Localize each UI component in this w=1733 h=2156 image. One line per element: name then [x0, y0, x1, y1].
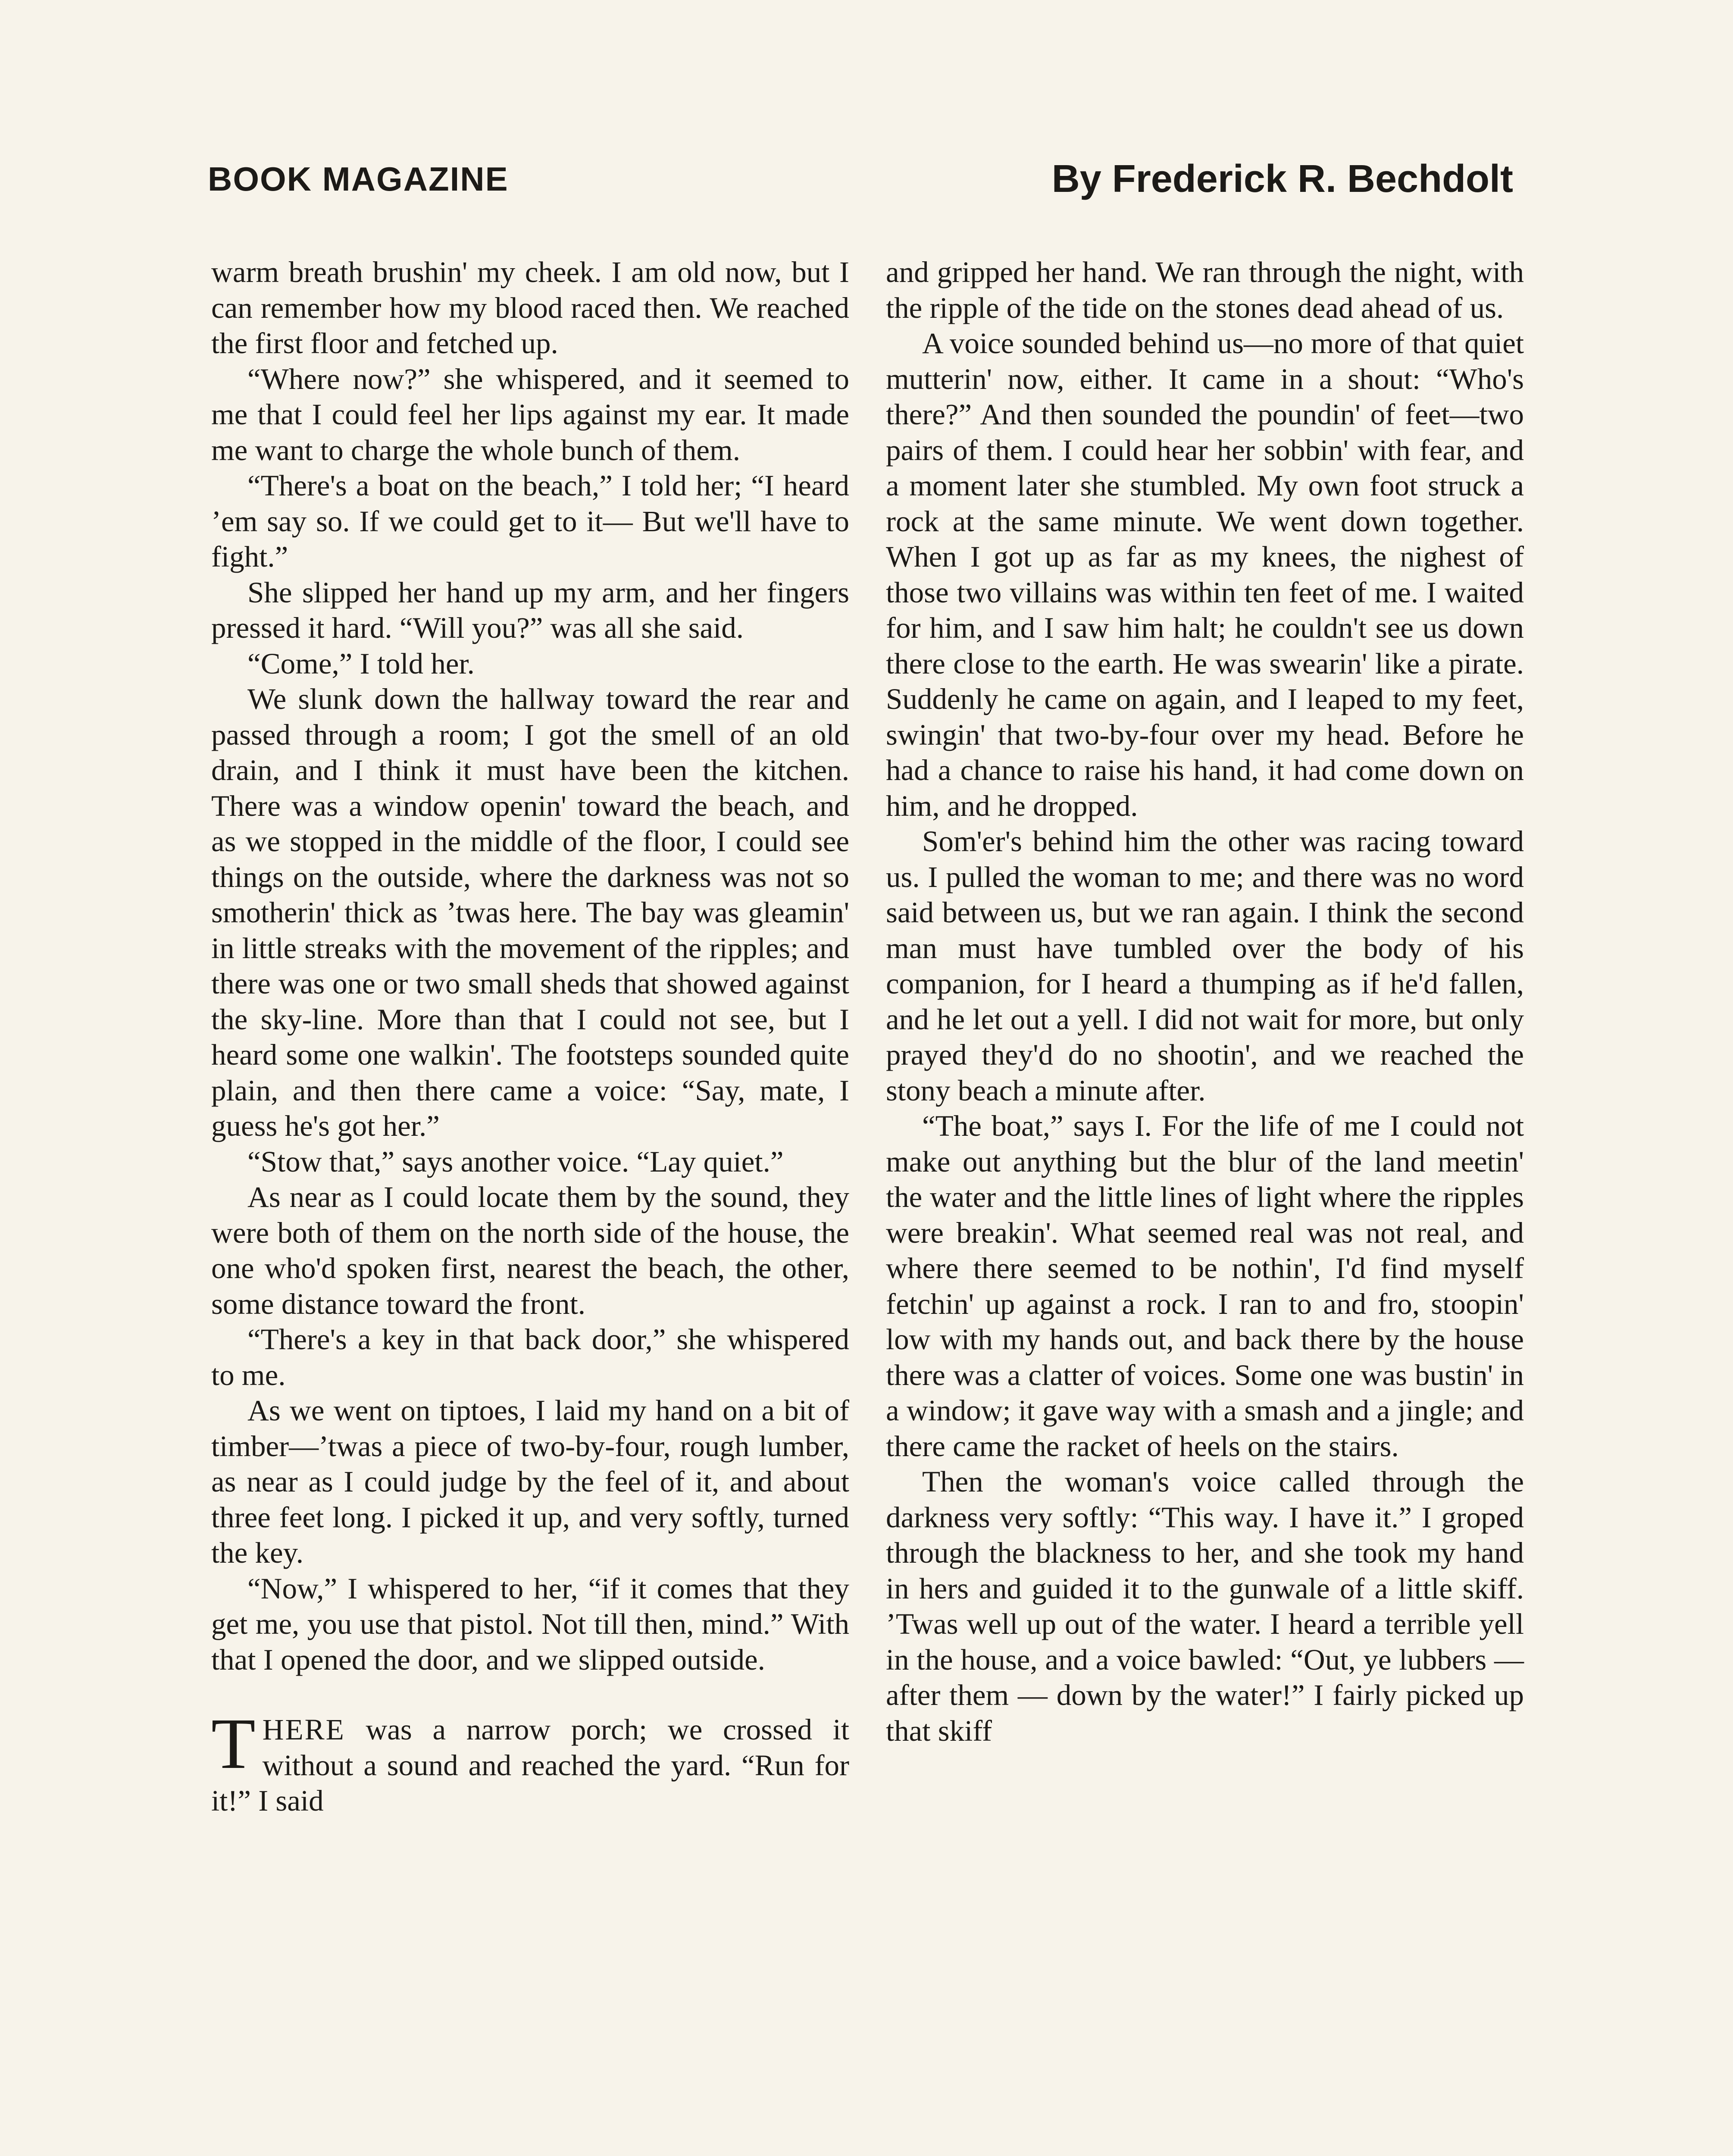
paragraph: As near as I could locate them by the sound, they were both of them on the north side of the house, the one who'd spoken first, nearest the beach, the other, some distance toward the front.: [211, 1181, 849, 1320]
paragraph: “Now,” I whispered to her, “if it comes that they get me, you use that pistol. Not till then, mind.” With that I opened the door, and we slipped outside.: [211, 1572, 849, 1676]
right-column: [886, 254, 1524, 1749]
paragraph: “There's a key in that back door,” she whispered to me.: [211, 1323, 849, 1391]
left-column: [211, 254, 849, 1819]
paragraph: Som'er's behind him the other was racing toward us. I pulled the woman to me; and there was no word said between us, but we ran again. I think the second man must have tumbled over the body of his companion, for I heard a thumping as if he'd fallen, and he let out a yell. I did not wait for more, but only prayed they'd do no shootin', and we reached the stony beach a minute after.: [886, 825, 1524, 1107]
paragraph: “Come,” I told her.: [247, 647, 475, 680]
paragraph: and gripped her hand. We ran through the night, with the ripple of the tide on the stones dead ahead of us.: [886, 256, 1524, 324]
paragraph: As we went on tiptoes, I laid my hand on a bit of timber—’twas a piece of two-by-four, rough lumber, as near as I could judge by the feel of it, and about three feet long. I picked it up, and very softly, turned the key.: [211, 1394, 849, 1569]
paragraph: “Where now?” she whispered, and it seemed to me that I could feel her lips against my ear. It made me want to charge the whole bunch of them.: [211, 362, 849, 467]
opening-word: HERE: [262, 1713, 345, 1746]
paragraph: “The boat,” says I. For the life of me I could not make out anything but the blur of the land meetin' the water and the little lines of light where the ripples were breakin'. What seemed real was not real, and where there seemed to be nothin', I'd find myself fetchin' up against a rock. I ran to and fro, stoopin' low with my hands out, and back there by the house there was a clatter of voices. Some one was bustin' in a window; it gave way with a smash and a jingle; and there came the racket of heels on the stairs.: [886, 1109, 1524, 1463]
paragraph: She slipped her hand up my arm, and her fingers pressed it hard. “Will you?” was all she said.: [211, 576, 849, 644]
paragraph: “Stow that,” says another voice. “Lay quiet.”: [247, 1145, 784, 1178]
paragraph: We slunk down the hallway toward the rear and passed through a room; I got the smell of an old drain, and I think it must have been the kitchen. There was a window openin' toward the beach, and as we stopped in the middle of the floor, I could see things on the outside, where the darkness was not so smotherin' thick as ’twas here. The bay was gleamin' in little streaks with the movement of the ripples; and there was one or two small sheds that showed against the sky-line. More than that I could not see, but I heard some one walkin'. The footsteps sounded quite plain, and then there came a voice: “Say, mate, I guess he's got her.”: [211, 683, 849, 1142]
paragraph: “There's a boat on the beach,” I told her; “I heard ’em say so. If we could get to it— But we'll have to fight.”: [211, 469, 849, 573]
paragraph: A voice sounded behind us—no more of that quiet mutterin' now, either. It came in a shout: “Who's there?” And then sounded the poundin' of feet—two pairs of them. I could hear her sobbin' with fear, and a moment later she stumbled. My own foot struck a rock at the same minute. We went down together. When I got up as far as my knees, the nighest of those two villains was within ten feet of me. I waited for him, and I saw him halt; he couldn't see us down there close to the earth. He was swearin' like a pirate. Suddenly he came on again, and I leaped to my feet, swingin' that two-by-four over my head. Before he had a chance to raise his hand, it had come down on him, and he dropped.: [886, 327, 1524, 822]
magazine-title: BOOK MAGAZINE: [208, 160, 509, 198]
paragraph: warm breath brushin' my cheek. I am old now, but I can remember how my blood raced then. We reached the first floor and fetched up.: [211, 256, 849, 360]
paragraph: Then the woman's voice called through the darkness very softly: “This way. I have it.” I groped through the blackness to her, and she took my hand in hers and guided it to the gunwale of a little skiff. ’Twas well up out of the water. I heard a terrible yell in the house, and a voice bawled: “Out, ye lubbers — after them — down by the water!” I fairly picked up that skiff: [886, 1465, 1524, 1747]
drop-cap: T: [211, 1704, 256, 1784]
author-byline: By Frederick R. Bechdolt: [1051, 157, 1513, 201]
section-opening-paragraph: [211, 1704, 849, 1819]
running-header: [208, 157, 1513, 207]
opening-text: was a narrow porch; we crossed it without a sound and reached the yard. “Run for it!” I said: [211, 1713, 849, 1817]
